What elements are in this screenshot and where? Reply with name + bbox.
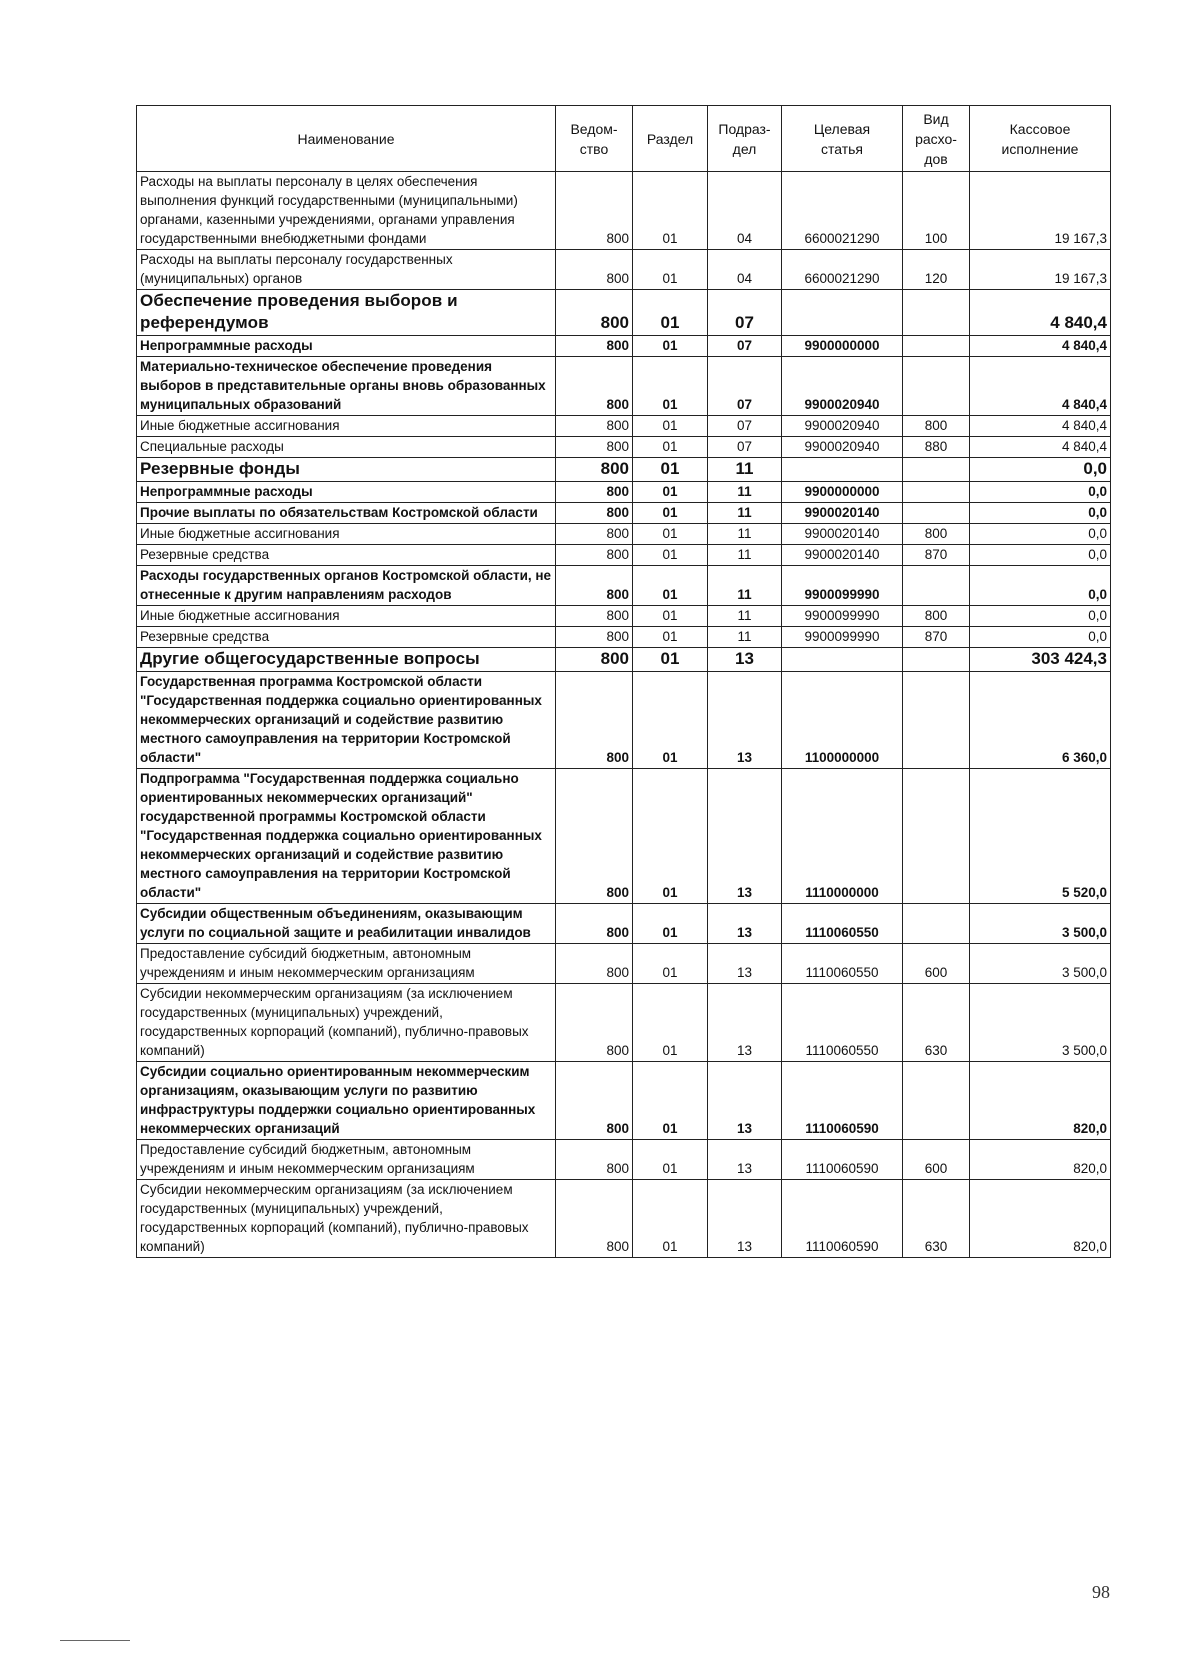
cell-section: 01	[633, 944, 708, 984]
cell-target	[782, 648, 903, 672]
cell-name: Иные бюджетные ассигнования	[137, 416, 556, 437]
cell-amount: 0,0	[970, 627, 1111, 648]
cell-amount: 4 840,4	[970, 416, 1111, 437]
cell-target: 1110060590	[782, 1062, 903, 1140]
table-row	[137, 416, 1111, 437]
cell-amount: 4 840,4	[970, 357, 1111, 416]
cell-target: 9900020140	[782, 524, 903, 545]
cell-amount: 19 167,3	[970, 172, 1111, 250]
cell-section: 01	[633, 416, 708, 437]
cell-subsection: 13	[708, 1062, 782, 1140]
table-row	[137, 769, 1111, 904]
cell-section: 01	[633, 437, 708, 458]
cell-section: 01	[633, 606, 708, 627]
cell-subsection: 11	[708, 458, 782, 482]
cell-section: 01	[633, 357, 708, 416]
cell-target	[782, 458, 903, 482]
cell-section: 01	[633, 482, 708, 503]
cell-amount: 6 360,0	[970, 672, 1111, 769]
cell-type	[903, 904, 970, 944]
table-row	[137, 648, 1111, 672]
cell-name: Обеспечение проведения выборов и референдумов	[137, 290, 556, 336]
header-name: Наименование	[137, 106, 556, 172]
cell-dept: 800	[556, 503, 633, 524]
table-row	[137, 357, 1111, 416]
cell-subsection: 11	[708, 627, 782, 648]
cell-name: Субсидии некоммерческим организациям (за исключением государственных (муниципальных) учреждений, государственных корпораций (компаний), публично-правовых компаний)	[137, 1180, 556, 1258]
cell-section: 01	[633, 769, 708, 904]
cell-amount: 0,0	[970, 545, 1111, 566]
table-row	[137, 482, 1111, 503]
cell-section: 01	[633, 1062, 708, 1140]
cell-name: Субсидии общественным объединениям, оказывающим услуги по социальной защите и реабилитации инвалидов	[137, 904, 556, 944]
cell-type: 880	[903, 437, 970, 458]
cell-type: 800	[903, 524, 970, 545]
header-subsection: Подраз- дел	[708, 106, 782, 172]
cell-subsection: 13	[708, 1180, 782, 1258]
cell-subsection: 07	[708, 437, 782, 458]
cell-target: 9900099990	[782, 566, 903, 606]
cell-name: Резервные средства	[137, 627, 556, 648]
cell-type: 870	[903, 627, 970, 648]
cell-dept: 800	[556, 627, 633, 648]
bottom-scan-mark	[60, 1640, 130, 1641]
cell-dept: 800	[556, 1140, 633, 1180]
cell-amount: 4 840,4	[970, 437, 1111, 458]
cell-name: Расходы государственных органов Костромской области, не отнесенные к другим направлениям расходов	[137, 566, 556, 606]
cell-type	[903, 290, 970, 336]
cell-amount: 820,0	[970, 1140, 1111, 1180]
cell-dept: 800	[556, 250, 633, 290]
cell-amount: 820,0	[970, 1062, 1111, 1140]
cell-name: Специальные расходы	[137, 437, 556, 458]
table-row	[137, 503, 1111, 524]
cell-subsection: 13	[708, 1140, 782, 1180]
table-row	[137, 250, 1111, 290]
cell-name: Непрограммные расходы	[137, 336, 556, 357]
cell-subsection: 13	[708, 984, 782, 1062]
cell-dept: 800	[556, 566, 633, 606]
cell-amount: 0,0	[970, 606, 1111, 627]
cell-type	[903, 1062, 970, 1140]
cell-type	[903, 503, 970, 524]
cell-name: Субсидии социально ориентированным некоммерческим организациям, оказывающим услуги по развитию инфраструктуры поддержки социально ориентированных некоммерческих организаций	[137, 1062, 556, 1140]
cell-type	[903, 648, 970, 672]
cell-target: 9900020140	[782, 545, 903, 566]
cell-type	[903, 566, 970, 606]
cell-subsection: 11	[708, 503, 782, 524]
table-row	[137, 944, 1111, 984]
header-section: Раздел	[633, 106, 708, 172]
header-type: Вид расхо- дов	[903, 106, 970, 172]
cell-name: Расходы на выплаты персоналу государственных (муниципальных) органов	[137, 250, 556, 290]
cell-section: 01	[633, 336, 708, 357]
header-target: Целевая статья	[782, 106, 903, 172]
cell-name: Подпрограмма "Государственная поддержка социально ориентированных некоммерческих организаций" государственной программы Костромской области "Государственная поддержка социально ориентированных некоммерческих организаций и содействие развитию местного самоуправления на территории Костромской области"	[137, 769, 556, 904]
table-row	[137, 524, 1111, 545]
cell-subsection: 07	[708, 416, 782, 437]
table-row	[137, 545, 1111, 566]
cell-target: 9900099990	[782, 627, 903, 648]
table-row	[137, 566, 1111, 606]
cell-type: 800	[903, 416, 970, 437]
cell-dept: 800	[556, 672, 633, 769]
cell-name: Предоставление субсидий бюджетным, автономным учреждениям и иным некоммерческим организациям	[137, 944, 556, 984]
cell-type	[903, 672, 970, 769]
cell-type: 120	[903, 250, 970, 290]
cell-amount: 0,0	[970, 566, 1111, 606]
table-row	[137, 606, 1111, 627]
cell-target: 1110060550	[782, 984, 903, 1062]
cell-type	[903, 336, 970, 357]
cell-section: 01	[633, 1140, 708, 1180]
cell-subsection: 11	[708, 524, 782, 545]
cell-type	[903, 482, 970, 503]
cell-section: 01	[633, 503, 708, 524]
cell-dept: 800	[556, 437, 633, 458]
cell-dept: 800	[556, 904, 633, 944]
cell-type	[903, 357, 970, 416]
cell-name: Иные бюджетные ассигнования	[137, 524, 556, 545]
cell-target: 1110060590	[782, 1140, 903, 1180]
cell-type: 600	[903, 944, 970, 984]
cell-dept: 800	[556, 648, 633, 672]
budget-table-sheet	[136, 105, 1110, 1258]
cell-target: 9900020940	[782, 357, 903, 416]
cell-dept: 800	[556, 1180, 633, 1258]
cell-dept: 800	[556, 357, 633, 416]
cell-type: 630	[903, 1180, 970, 1258]
cell-dept: 800	[556, 336, 633, 357]
cell-amount: 5 520,0	[970, 769, 1111, 904]
cell-type: 100	[903, 172, 970, 250]
cell-subsection: 13	[708, 769, 782, 904]
table-row	[137, 336, 1111, 357]
cell-target: 6600021290	[782, 250, 903, 290]
cell-amount: 4 840,4	[970, 290, 1111, 336]
table-row	[137, 627, 1111, 648]
table-row	[137, 458, 1111, 482]
cell-section: 01	[633, 290, 708, 336]
cell-name: Расходы на выплаты персоналу в целях обеспечения выполнения функций государственными (муниципальными) органами, казенными учреждениями, органами управления государственными внебюджетными фондами	[137, 172, 556, 250]
cell-section: 01	[633, 545, 708, 566]
cell-name: Государственная программа Костромской области "Государственная поддержка социально ориентированных некоммерческих организаций и содействие развитию местного самоуправления на территории Костромской области"	[137, 672, 556, 769]
cell-name: Другие общегосударственные вопросы	[137, 648, 556, 672]
cell-dept: 800	[556, 482, 633, 503]
cell-type	[903, 769, 970, 904]
cell-target: 9900000000	[782, 482, 903, 503]
cell-dept: 800	[556, 458, 633, 482]
table-row	[137, 904, 1111, 944]
header-dept: Ведом- ство	[556, 106, 633, 172]
table-row	[137, 1140, 1111, 1180]
cell-target: 9900000000	[782, 336, 903, 357]
cell-target: 9900099990	[782, 606, 903, 627]
cell-target: 1110060550	[782, 904, 903, 944]
cell-subsection: 11	[708, 606, 782, 627]
cell-section: 01	[633, 458, 708, 482]
cell-subsection: 13	[708, 648, 782, 672]
cell-subsection: 07	[708, 290, 782, 336]
cell-section: 01	[633, 250, 708, 290]
cell-type: 800	[903, 606, 970, 627]
cell-target: 9900020140	[782, 503, 903, 524]
table-row	[137, 1180, 1111, 1258]
cell-type: 600	[903, 1140, 970, 1180]
cell-subsection: 13	[708, 944, 782, 984]
table-row	[137, 172, 1111, 250]
header-amount: Кассовое исполнение	[970, 106, 1111, 172]
cell-dept: 800	[556, 290, 633, 336]
cell-dept: 800	[556, 606, 633, 627]
table-row	[137, 437, 1111, 458]
budget-table	[136, 105, 1111, 1258]
cell-amount: 0,0	[970, 524, 1111, 545]
table-row	[137, 672, 1111, 769]
cell-dept: 800	[556, 545, 633, 566]
table-row	[137, 290, 1111, 336]
cell-target: 1110060550	[782, 944, 903, 984]
cell-amount: 3 500,0	[970, 904, 1111, 944]
cell-section: 01	[633, 172, 708, 250]
cell-subsection: 04	[708, 172, 782, 250]
cell-subsection: 07	[708, 336, 782, 357]
cell-amount: 0,0	[970, 458, 1111, 482]
cell-name: Материально-техническое обеспечение проведения выборов в представительные органы вновь образованных муниципальных образований	[137, 357, 556, 416]
cell-dept: 800	[556, 1062, 633, 1140]
cell-subsection: 11	[708, 566, 782, 606]
cell-name: Резервные фонды	[137, 458, 556, 482]
cell-amount: 19 167,3	[970, 250, 1111, 290]
table-row	[137, 984, 1111, 1062]
cell-target: 9900020940	[782, 416, 903, 437]
cell-amount: 0,0	[970, 503, 1111, 524]
cell-subsection: 04	[708, 250, 782, 290]
cell-section: 01	[633, 566, 708, 606]
cell-target: 1110000000	[782, 769, 903, 904]
cell-amount: 3 500,0	[970, 944, 1111, 984]
cell-type: 630	[903, 984, 970, 1062]
cell-target: 9900020940	[782, 437, 903, 458]
cell-section: 01	[633, 904, 708, 944]
cell-subsection: 13	[708, 672, 782, 769]
table-header-row	[137, 106, 1111, 172]
cell-name: Резервные средства	[137, 545, 556, 566]
cell-section: 01	[633, 648, 708, 672]
cell-section: 01	[633, 1180, 708, 1258]
cell-amount: 303 424,3	[970, 648, 1111, 672]
cell-section: 01	[633, 627, 708, 648]
cell-amount: 4 840,4	[970, 336, 1111, 357]
cell-section: 01	[633, 524, 708, 545]
cell-subsection: 11	[708, 482, 782, 503]
cell-amount: 0,0	[970, 482, 1111, 503]
cell-name: Иные бюджетные ассигнования	[137, 606, 556, 627]
cell-dept: 800	[556, 984, 633, 1062]
table-body	[137, 172, 1111, 1258]
cell-type: 870	[903, 545, 970, 566]
cell-amount: 3 500,0	[970, 984, 1111, 1062]
cell-section: 01	[633, 672, 708, 769]
cell-target	[782, 290, 903, 336]
cell-dept: 800	[556, 944, 633, 984]
cell-dept: 800	[556, 769, 633, 904]
cell-amount: 820,0	[970, 1180, 1111, 1258]
cell-dept: 800	[556, 524, 633, 545]
cell-dept: 800	[556, 416, 633, 437]
cell-target: 1100000000	[782, 672, 903, 769]
cell-subsection: 11	[708, 545, 782, 566]
cell-target: 6600021290	[782, 172, 903, 250]
cell-subsection: 07	[708, 357, 782, 416]
cell-name: Прочие выплаты по обязательствам Костромской области	[137, 503, 556, 524]
cell-name: Предоставление субсидий бюджетным, автономным учреждениям и иным некоммерческим организациям	[137, 1140, 556, 1180]
cell-name: Непрограммные расходы	[137, 482, 556, 503]
cell-subsection: 13	[708, 904, 782, 944]
cell-name: Субсидии некоммерческим организациям (за исключением государственных (муниципальных) учреждений, государственных корпораций (компаний), публично-правовых компаний)	[137, 984, 556, 1062]
cell-section: 01	[633, 984, 708, 1062]
table-row	[137, 1062, 1111, 1140]
cell-dept: 800	[556, 172, 633, 250]
cell-type	[903, 458, 970, 482]
cell-target: 1110060590	[782, 1180, 903, 1258]
page-number: 98	[1092, 1582, 1110, 1602]
